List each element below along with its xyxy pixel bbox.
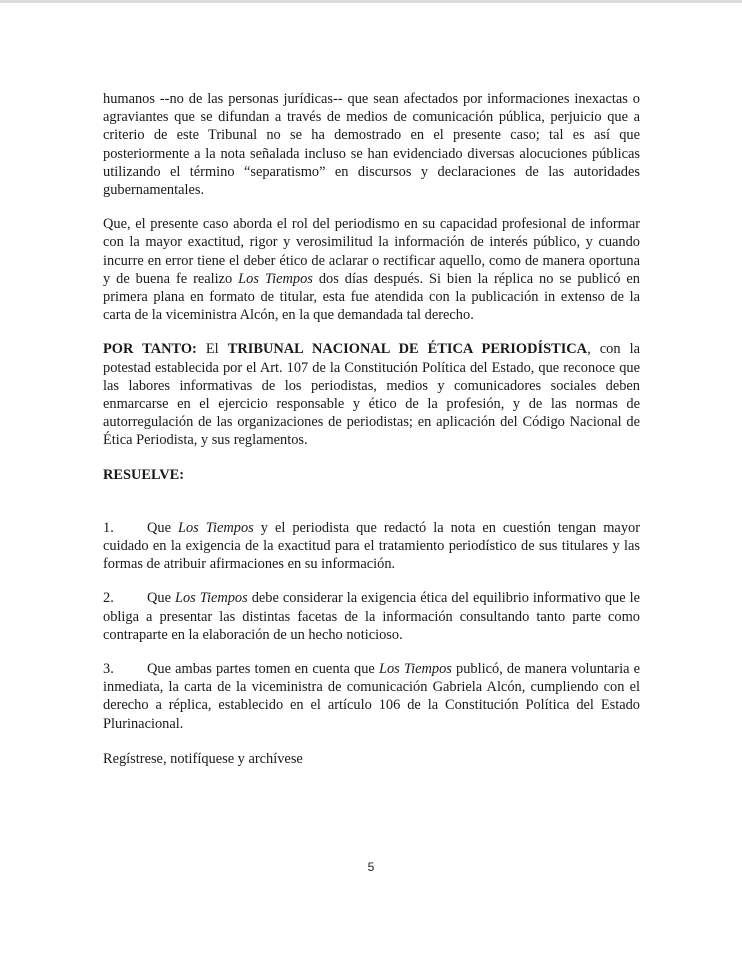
- paragraph-2-text-b: dos días después. Si bien la réplica no se publicó en primera plana en formato de titular, esta fue atendida con la publicación in extenso de la carta de la viceministra Alcón, en la que demandada tal derecho.: [103, 270, 641, 324]
- por-tanto-text-a: El: [196, 341, 228, 358]
- resolution-item-1-text-b: y el periodista que redactó la nota en cuestión tengan mayor cuidado en la exigencia de la exactitud para el tratamiento periodístico de sus titulares y las formas de atribuir afirmaciones en su información.: [103, 519, 641, 573]
- resolution-item-3-outlet: Los Tiempos: [378, 661, 452, 678]
- resolution-item-1-number: 1.: [103, 519, 114, 536]
- resolution-item-2-text-a: Que: [147, 590, 175, 607]
- tribunal-name: TRIBUNAL NACIONAL DE ÉTICA PERIODÍSTICA: [227, 341, 588, 358]
- paragraph-por-tanto: [103, 340, 640, 449]
- resolution-item-3-number: 3.: [103, 661, 114, 678]
- page-number: 5: [367, 860, 375, 874]
- resolution-item-1: [103, 519, 640, 574]
- screenshot-top-edge: [0, 0, 742, 3]
- resolution-item-1-outlet: Los Tiempos: [177, 519, 254, 536]
- closing-line: Regístrese, notifíquese y archívese: [103, 750, 303, 767]
- por-tanto-text-b: , con la potestad establecida por el Art. 107 de la Constitución Política del Estado, que reconoce que las labores informativas de los periodistas, medios y comunicadores sociales deben enmarcarse en el ejercicio responsable y ético de la profesión, y de las normas de autorregulación de las organizaciones de periodistas; en aplicación del Código Nacional de Ética Periodista, y sus reglamentos.: [103, 341, 640, 449]
- resolution-item-2: [103, 589, 640, 644]
- por-tanto-label: POR TANTO:: [103, 341, 197, 358]
- resolution-item-1-text-a: Que: [147, 519, 178, 536]
- resolution-item-2-number: 2.: [103, 590, 114, 607]
- resolution-item-3-text-a: Que ambas partes tomen en cuenta que: [147, 661, 379, 678]
- paragraph-2-outlet: Los Tiempos: [238, 270, 313, 287]
- resolution-item-2-outlet: Los Tiempos: [174, 590, 248, 607]
- resolution-item-2-text-b: debe considerar la exigencia ética del equilibrio informativo que le obliga a presentar las distintas facetas de la información consultando tanto parte como contraparte en la elaboración de un hecho noticioso.: [103, 590, 641, 643]
- document-page: [103, 90, 640, 768]
- resuelve-heading: RESUELVE:: [103, 466, 185, 483]
- paragraph-1: humanos --no de las personas jurídicas-- que sean afectados por informaciones inexactas o agraviantes que se difundan a través de medios de comunicación pública, perjuicio que a criterio de este Tribunal no se ha demostrado en el presente caso; tal es así que posteriormente a la nota señalada incluso se han evidenciado diversas alocuciones públicas utilizando el término “separatismo” en discursos y declaraciones de las autoridades gubernamentales.: [103, 91, 640, 199]
- resolution-item-3: [103, 660, 640, 733]
- paragraph-2-text-a: Que, el presente caso aborda el rol del periodismo en su capacidad profesional de informar con la mayor exactitud, rigor y verosimilitud la información de interés público, y cuando incurre en error tiene el deber ético de aclarar o rectificar aquello, como de manera oportuna y de buena fe realizo: [103, 216, 640, 287]
- paragraph-2: [103, 215, 640, 324]
- resolution-item-3-text-b: publicó, de manera voluntaria e inmediata, la carta de la viceministra de comunicación Gabriela Alcón, cumpliendo con el derecho a réplica, establecido en el artículo 106 de la Constitución Política del Estado Plurinacional.: [103, 661, 641, 732]
